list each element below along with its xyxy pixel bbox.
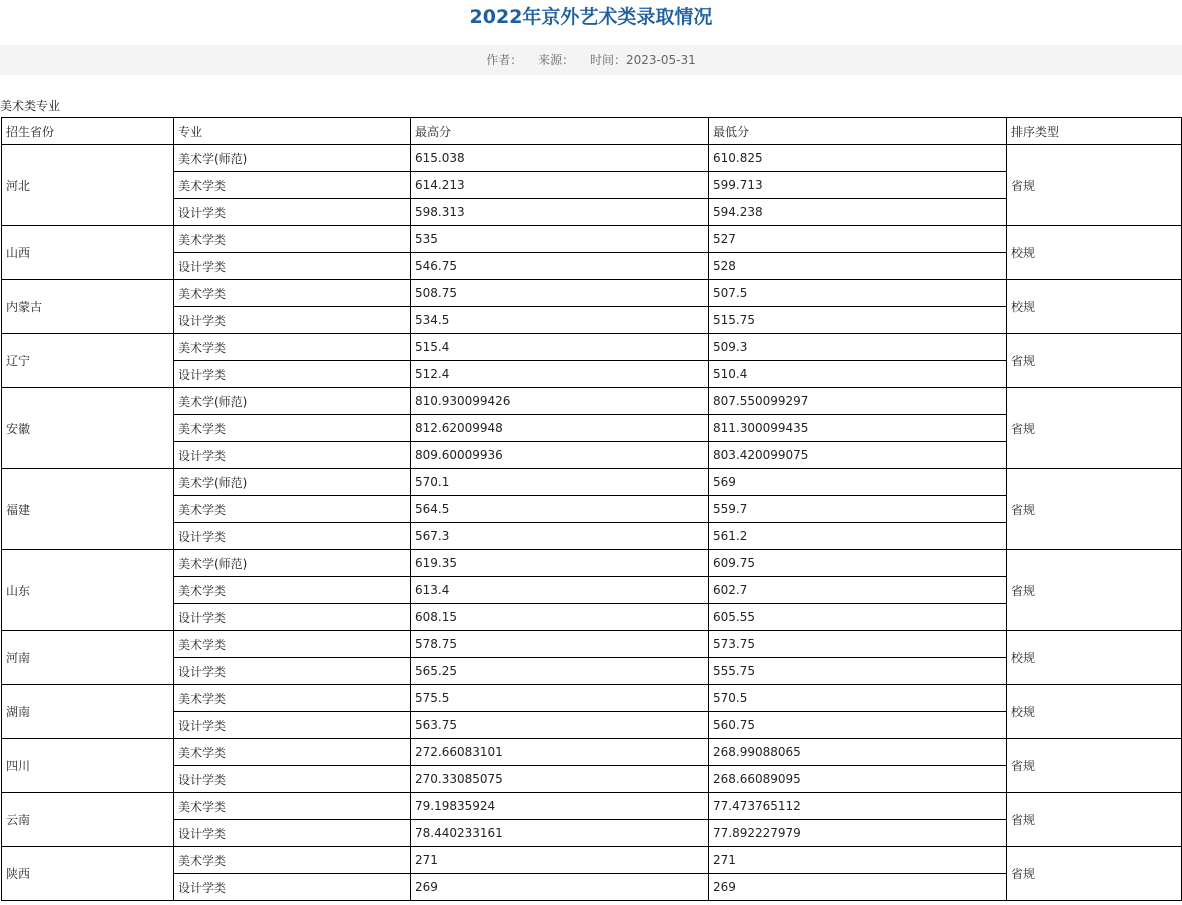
max-score-cell: 564.5	[411, 496, 709, 523]
major-cell: 美术学(师范)	[174, 145, 411, 172]
major-cell: 美术学类	[174, 577, 411, 604]
min-score-cell: 527	[709, 226, 1007, 253]
min-score-cell: 561.2	[709, 523, 1007, 550]
province-cell: 陕西	[2, 847, 174, 901]
sort-type-cell: 校规	[1007, 280, 1182, 334]
header-max-score: 最高分	[411, 118, 709, 145]
max-score-cell: 535	[411, 226, 709, 253]
min-score-cell: 559.7	[709, 496, 1007, 523]
header-min-score: 最低分	[709, 118, 1007, 145]
table-row	[2, 874, 1182, 901]
sort-type-cell: 省规	[1007, 145, 1182, 226]
table-row	[2, 280, 1182, 307]
sort-type-cell: 省规	[1007, 739, 1182, 793]
article-title: 2022年京外艺术类录取情况	[469, 6, 713, 28]
max-score-cell: 269	[411, 874, 709, 901]
max-score-cell: 565.25	[411, 658, 709, 685]
table-row	[2, 199, 1182, 226]
max-score-cell: 567.3	[411, 523, 709, 550]
max-score-cell: 271	[411, 847, 709, 874]
major-cell: 设计学类	[174, 820, 411, 847]
table-row	[2, 172, 1182, 199]
sort-type-cell: 省规	[1007, 550, 1182, 631]
table-row	[2, 253, 1182, 280]
province-cell: 山西	[2, 226, 174, 280]
major-cell: 美术学类	[174, 334, 411, 361]
table-header-row	[2, 118, 1182, 145]
table-row	[2, 442, 1182, 469]
province-cell: 山东	[2, 550, 174, 631]
header-major: 专业	[174, 118, 411, 145]
max-score-cell: 78.440233161	[411, 820, 709, 847]
province-cell: 四川	[2, 739, 174, 793]
min-score-cell: 528	[709, 253, 1007, 280]
major-cell: 美术学类	[174, 685, 411, 712]
min-score-cell: 803.420099075	[709, 442, 1007, 469]
table-row	[2, 145, 1182, 172]
sort-type-cell: 校规	[1007, 685, 1182, 739]
min-score-cell: 77.892227979	[709, 820, 1007, 847]
table-row	[2, 820, 1182, 847]
min-score-cell: 573.75	[709, 631, 1007, 658]
major-cell: 设计学类	[174, 253, 411, 280]
province-cell: 湖南	[2, 685, 174, 739]
province-cell: 河南	[2, 631, 174, 685]
major-cell: 美术学类	[174, 739, 411, 766]
major-cell: 美术学类	[174, 280, 411, 307]
max-score-cell: 570.1	[411, 469, 709, 496]
table-row	[2, 658, 1182, 685]
major-cell: 美术学(师范)	[174, 388, 411, 415]
min-score-cell: 570.5	[709, 685, 1007, 712]
min-score-cell: 509.3	[709, 334, 1007, 361]
table-row	[2, 550, 1182, 577]
province-cell: 云南	[2, 793, 174, 847]
max-score-cell: 79.19835924	[411, 793, 709, 820]
max-score-cell: 615.038	[411, 145, 709, 172]
major-cell: 设计学类	[174, 874, 411, 901]
section-label: 美术类专业	[0, 99, 61, 113]
major-cell: 美术学类	[174, 847, 411, 874]
table-row	[2, 631, 1182, 658]
author-label: 作者：	[486, 53, 523, 67]
table-row	[2, 766, 1182, 793]
province-cell: 辽宁	[2, 334, 174, 388]
major-cell: 美术学类	[174, 793, 411, 820]
min-score-cell: 77.473765112	[709, 793, 1007, 820]
province-cell: 内蒙古	[2, 280, 174, 334]
major-cell: 设计学类	[174, 604, 411, 631]
major-cell: 设计学类	[174, 712, 411, 739]
max-score-cell: 563.75	[411, 712, 709, 739]
table-row	[2, 307, 1182, 334]
table-row	[2, 469, 1182, 496]
max-score-cell: 508.75	[411, 280, 709, 307]
major-cell: 美术学(师范)	[174, 469, 411, 496]
max-score-cell: 608.15	[411, 604, 709, 631]
max-score-cell: 578.75	[411, 631, 709, 658]
table-body	[2, 145, 1182, 901]
major-cell: 美术学类	[174, 172, 411, 199]
major-cell: 美术学类	[174, 415, 411, 442]
major-cell: 美术学(师范)	[174, 550, 411, 577]
province-cell: 河北	[2, 145, 174, 226]
sort-type-cell: 校规	[1007, 226, 1182, 280]
table-row	[2, 712, 1182, 739]
min-score-cell: 807.550099297	[709, 388, 1007, 415]
max-score-cell: 809.60009936	[411, 442, 709, 469]
table-row	[2, 415, 1182, 442]
min-score-cell: 811.300099435	[709, 415, 1007, 442]
major-cell: 设计学类	[174, 523, 411, 550]
table-row	[2, 847, 1182, 874]
major-cell: 设计学类	[174, 307, 411, 334]
major-cell: 美术学类	[174, 496, 411, 523]
major-cell: 设计学类	[174, 442, 411, 469]
province-cell: 安徽	[2, 388, 174, 469]
major-cell: 设计学类	[174, 766, 411, 793]
major-cell: 设计学类	[174, 658, 411, 685]
min-score-cell: 510.4	[709, 361, 1007, 388]
table-row	[2, 226, 1182, 253]
header-province: 招生省份	[2, 118, 174, 145]
min-score-cell: 605.55	[709, 604, 1007, 631]
sort-type-cell: 省规	[1007, 847, 1182, 901]
sort-type-cell: 校规	[1007, 631, 1182, 685]
min-score-cell: 268.66089095	[709, 766, 1007, 793]
table-row	[2, 334, 1182, 361]
min-score-cell: 602.7	[709, 577, 1007, 604]
table-row	[2, 388, 1182, 415]
max-score-cell: 546.75	[411, 253, 709, 280]
max-score-cell: 515.4	[411, 334, 709, 361]
max-score-cell: 534.5	[411, 307, 709, 334]
max-score-cell: 270.33085075	[411, 766, 709, 793]
publish-time: 时间：2023-05-31	[589, 53, 696, 67]
max-score-cell: 619.35	[411, 550, 709, 577]
admission-table	[1, 117, 1182, 901]
major-cell: 设计学类	[174, 199, 411, 226]
max-score-cell: 812.62009948	[411, 415, 709, 442]
table-row	[2, 793, 1182, 820]
major-cell: 设计学类	[174, 361, 411, 388]
sort-type-cell: 省规	[1007, 334, 1182, 388]
table-row	[2, 739, 1182, 766]
province-cell: 福建	[2, 469, 174, 550]
max-score-cell: 512.4	[411, 361, 709, 388]
sort-type-cell: 省规	[1007, 793, 1182, 847]
min-score-cell: 610.825	[709, 145, 1007, 172]
min-score-cell: 560.75	[709, 712, 1007, 739]
table-row	[2, 685, 1182, 712]
min-score-cell: 569	[709, 469, 1007, 496]
sort-type-cell: 省规	[1007, 469, 1182, 550]
max-score-cell: 598.313	[411, 199, 709, 226]
table-row	[2, 496, 1182, 523]
min-score-cell: 515.75	[709, 307, 1007, 334]
article-meta	[0, 45, 1182, 75]
min-score-cell: 271	[709, 847, 1007, 874]
major-cell: 美术学类	[174, 226, 411, 253]
min-score-cell: 268.99088065	[709, 739, 1007, 766]
table-row	[2, 577, 1182, 604]
table-row	[2, 523, 1182, 550]
min-score-cell: 269	[709, 874, 1007, 901]
max-score-cell: 575.5	[411, 685, 709, 712]
max-score-cell: 272.66083101	[411, 739, 709, 766]
min-score-cell: 609.75	[709, 550, 1007, 577]
table-row	[2, 604, 1182, 631]
max-score-cell: 613.4	[411, 577, 709, 604]
min-score-cell: 507.5	[709, 280, 1007, 307]
min-score-cell: 594.238	[709, 199, 1007, 226]
min-score-cell: 599.713	[709, 172, 1007, 199]
header-sort-type: 排序类型	[1007, 118, 1182, 145]
min-score-cell: 555.75	[709, 658, 1007, 685]
source-label: 来源：	[538, 53, 575, 67]
max-score-cell: 614.213	[411, 172, 709, 199]
major-cell: 美术学类	[174, 631, 411, 658]
max-score-cell: 810.930099426	[411, 388, 709, 415]
table-row	[2, 361, 1182, 388]
sort-type-cell: 省规	[1007, 388, 1182, 469]
